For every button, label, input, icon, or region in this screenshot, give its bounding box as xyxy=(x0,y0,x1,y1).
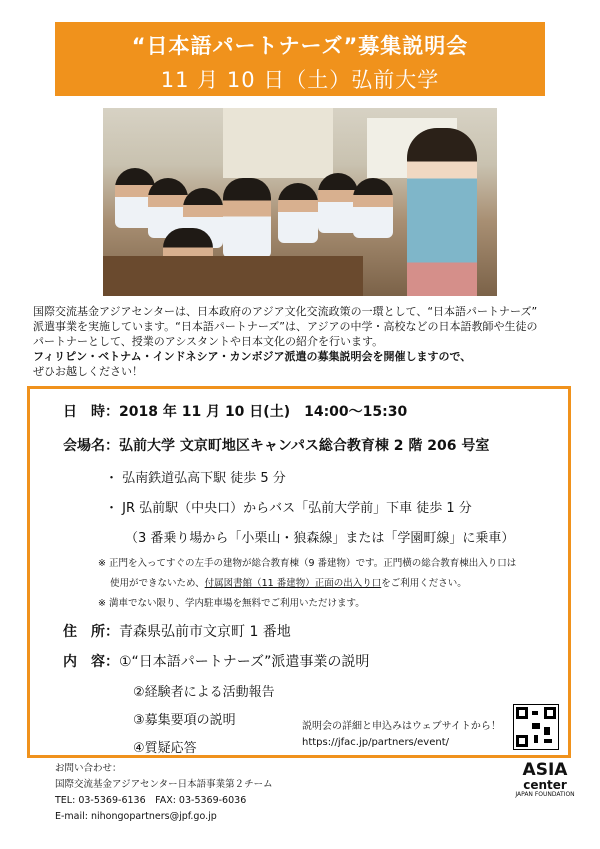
page-title: “日本語パートナーズ”募集説明会 xyxy=(131,34,469,58)
content-item-2: ②経験者による活動報告 xyxy=(133,685,275,700)
intro-text: 国際交流基金アジアセンターは、日本政府のアジア文化交流政策の一環として、“日本語パートナーズ” 派遣事業を実施しています。“日本語パートナーズ”は、アジアの中学・高校などの日本語教師や生徒の パートナーとして、授業のアシスタントや日本文化の紹介を行います。 フィリピン・ベトナム・インドネシア・カンボジア派遣の募集説明会を開催しますので、 ぜひお越しください！ xyxy=(33,305,538,378)
web-note: 説明会の詳細と申込みはウェブサイトから！ xyxy=(302,721,501,732)
qr-code-icon[interactable] xyxy=(513,704,559,750)
address-row: 住 所：青森県弘前市文京町 1 番地 xyxy=(63,624,291,640)
asia-center-logo-icon: ASIA center JAPAN FOUNDATION xyxy=(515,760,575,798)
title-banner xyxy=(55,22,545,96)
classroom-photo xyxy=(103,108,497,296)
event-details-box xyxy=(27,386,571,758)
content-item-3: ③募集要項の説明 xyxy=(133,713,236,728)
access-bus-detail: （3 番乗り場から「小栗山・狼森線」または「学園町線」に乗車） xyxy=(125,531,515,546)
content-row: 内 容：①“日本語パートナーズ”派遣事業の説明 xyxy=(63,654,370,670)
web-url-link[interactable]: https://jfac.jp/partners/event/ xyxy=(302,737,449,748)
venue-row: 会場名：弘前大学 文京町地区キャンパス総合教育棟 2 階 206 号室 xyxy=(63,438,490,454)
entrance-note: 使用ができないため、付属図書館（11 番建物）正面の出入り口をご利用ください。 xyxy=(110,578,467,589)
access-train: ・ 弘南鉄道弘高下駅 徒歩 5 分 xyxy=(105,471,286,486)
parking-note: ※ 満車でない限り、学内駐車場を無料でご利用いただけます。 xyxy=(98,598,365,609)
campus-note: ※ 正門を入ってすぐの左手の建物が総合教育棟（9 番建物）です。正門横の総合教育棟出入り口は xyxy=(98,558,517,569)
content-item-4: ④質疑応答 xyxy=(133,741,197,756)
access-bus: ・ JR 弘前駅（中央口）からバス「弘前大学前」下車 徒歩 1 分 xyxy=(105,501,472,516)
email-link[interactable]: E-mail: nihongopartners@jpf.go.jp xyxy=(55,811,217,822)
contact-info: お問い合わせ： 国際交流基金アジアセンター日本語事業第２チーム TEL: 03-5369-6136 FAX: 03-5369-6036 E-mail: nihongopartners@jpf.go.jp xyxy=(55,761,273,825)
date-row: 日 時：2018 年 11 月 10 日(土) 14:00～15:30 xyxy=(63,404,408,420)
event-date-subtitle: 11 月 10 日（土）弘前大学 xyxy=(160,68,440,92)
